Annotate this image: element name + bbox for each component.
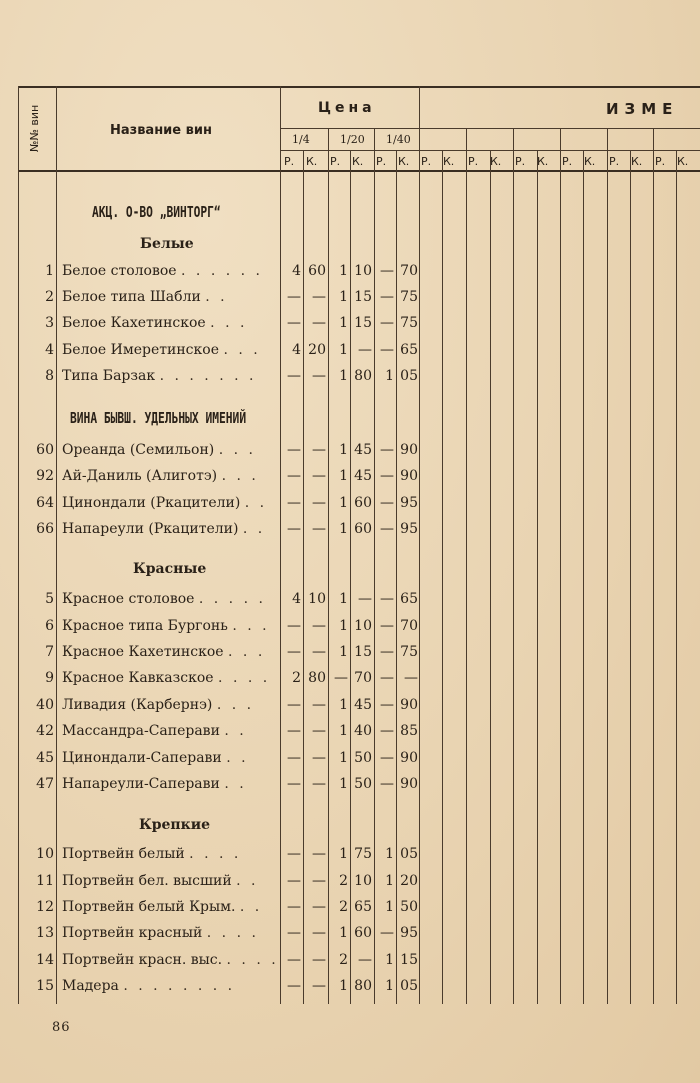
leader-dots: . . . — [218, 442, 256, 458]
wine-name — [62, 978, 235, 994]
price-cell-q-k: — — [312, 846, 326, 862]
wine-name — [62, 697, 254, 713]
price-cell-q-r: — — [287, 618, 301, 634]
wine-name — [62, 521, 265, 537]
num-col-rule — [56, 86, 57, 1004]
price-cell-f-r: — — [380, 495, 394, 511]
name-col-rule — [280, 86, 281, 1004]
price-cell-t-k: 50 — [354, 776, 372, 792]
price-cell-t-r: 1 — [339, 442, 348, 458]
price-cell-f-k: 20 — [400, 873, 418, 889]
price-cell-f-k: 50 — [400, 899, 418, 915]
price-cell-f-k: 95 — [400, 925, 418, 941]
m1-split — [442, 150, 443, 1004]
price-cell-q-k: — — [312, 368, 326, 384]
top-rule — [18, 86, 700, 88]
leader-dots: . . . . — [218, 670, 271, 686]
price-cell-t-k: — — [358, 342, 372, 358]
price-cell-t-r: 1 — [339, 644, 348, 660]
unit-k-label: К. — [398, 155, 410, 168]
m2-split — [490, 150, 491, 1004]
price-cell-f-k: 90 — [400, 776, 418, 792]
price-cell-f-r: 1 — [385, 846, 394, 862]
price-cell-t-r: 1 — [339, 521, 348, 537]
row-number: 60 — [36, 442, 54, 458]
row-number: 12 — [36, 899, 54, 915]
price-cell-q-k: 20 — [308, 342, 326, 358]
leader-dots: . . . . — [226, 952, 279, 968]
row-number: 13 — [36, 925, 54, 941]
price-cell-f-k: 90 — [400, 442, 418, 458]
price-cell-q-k: — — [312, 723, 326, 739]
row-number: 10 — [36, 846, 54, 862]
price-cell-t-k: 10 — [354, 263, 372, 279]
price-cell-f-r: — — [380, 776, 394, 792]
leader-dots: . . — [242, 521, 266, 537]
wine-name — [62, 670, 270, 686]
wine-name — [62, 776, 247, 792]
price-cell-q-k: — — [312, 978, 326, 994]
leader-dots: . . . . — [189, 846, 242, 862]
wine-name-text: Красное типа Бургонь — [62, 618, 228, 634]
page-number: 86 — [52, 1020, 71, 1035]
price-cell-t-r: 1 — [339, 750, 348, 766]
section-red: Красные — [133, 561, 207, 577]
price-cell-q-k: — — [312, 521, 326, 537]
wine-name-text: Ай-Даниль (Алиготэ) — [62, 468, 218, 484]
price-cell-f-r: — — [380, 618, 394, 634]
price-cell-q-r: — — [287, 952, 301, 968]
wine-name-text: Портвейн белый — [62, 846, 185, 862]
price-cell-t-k: 60 — [354, 521, 372, 537]
price-cell-q-k: — — [312, 952, 326, 968]
fraction-twentieth: 1/20 — [340, 133, 365, 146]
row-number: 47 — [36, 776, 54, 792]
price-cell-q-k: — — [312, 442, 326, 458]
unit-r-label: Р. — [284, 155, 295, 168]
price-cell-f-r: — — [380, 342, 394, 358]
price-cell-f-k: 95 — [400, 521, 418, 537]
wine-name — [62, 899, 262, 915]
price-cell-f-k: 90 — [400, 750, 418, 766]
price-cell-f-k: 95 — [400, 495, 418, 511]
m1-end — [466, 128, 467, 1004]
row-number: 92 — [36, 468, 54, 484]
section-white: Белые — [140, 236, 194, 252]
row-number: 2 — [45, 289, 54, 305]
row-number: 14 — [36, 952, 54, 968]
price-cell-q-r: 4 — [292, 263, 301, 279]
m2-end — [513, 128, 514, 1004]
wine-name — [62, 591, 266, 607]
price-cell-t-k: 15 — [354, 644, 372, 660]
unit-r-label: Р. — [562, 155, 573, 168]
price-cell-t-k: 45 — [354, 697, 372, 713]
row-number: 64 — [36, 495, 54, 511]
m6-split — [676, 150, 677, 1004]
row-number: 3 — [45, 315, 54, 331]
price-cell-q-k: 10 — [308, 591, 326, 607]
wine-name-text: Белое Имеретинское — [62, 342, 219, 358]
row-number: 5 — [45, 591, 54, 607]
wine-name-text: Портвейн белый Крым. — [62, 899, 236, 915]
price-cell-t-r: 2 — [339, 873, 348, 889]
price-cell-q-r: — — [287, 723, 301, 739]
price-cell-f-k: — — [404, 670, 418, 686]
price-cell-t-r: 1 — [339, 315, 348, 331]
m4-split — [583, 150, 584, 1004]
m5-end — [653, 128, 654, 1004]
price-cell-t-k: 45 — [354, 468, 372, 484]
unit-k-label: К. — [677, 155, 689, 168]
price-cell-t-r: 2 — [339, 952, 348, 968]
price-cell-q-r: — — [287, 644, 301, 660]
unit-k-label: К. — [490, 155, 502, 168]
price-cell-q-r: — — [287, 873, 301, 889]
leader-dots: . . . — [210, 315, 248, 331]
company-title: АКЦ. О-ВО „ВИНТОРГ“ — [92, 203, 221, 221]
price-cell-f-r: — — [380, 644, 394, 660]
price-cell-f-k: 70 — [400, 263, 418, 279]
unit-r-label: Р. — [330, 155, 341, 168]
leader-dots: . . . — [223, 342, 261, 358]
measure-column-header: ИЗМЕ — [606, 100, 679, 118]
price-cell-q-k: — — [312, 495, 326, 511]
price-cell-f-r: 1 — [385, 368, 394, 384]
price-cell-f-r: — — [380, 591, 394, 607]
wine-name — [62, 846, 241, 862]
unit-k-label: К. — [631, 155, 643, 168]
price-cell-q-k: — — [312, 644, 326, 660]
price-cell-t-r: 1 — [339, 368, 348, 384]
price-cell-q-r: 4 — [292, 591, 301, 607]
leader-dots: . . . . . . . — [159, 368, 257, 384]
price-cell-t-r: 1 — [339, 978, 348, 994]
row-number: 11 — [36, 873, 54, 889]
wine-name-text: Напареули-Саперави — [62, 776, 220, 792]
price-cell-t-r: 1 — [339, 697, 348, 713]
leader-dots: . . . . . . . . — [123, 978, 236, 994]
leader-dots: . . . — [228, 644, 266, 660]
price-cell-t-k: — — [358, 952, 372, 968]
price-cell-q-r: — — [287, 368, 301, 384]
price-cell-t-k: 10 — [354, 618, 372, 634]
leader-dots: . . . — [232, 618, 270, 634]
price-cell-f-r: — — [380, 263, 394, 279]
price-cell-q-k: — — [312, 750, 326, 766]
price-cell-f-k: 05 — [400, 978, 418, 994]
fraction-quarter: 1/4 — [292, 133, 310, 146]
wine-name-text: Напареули (Ркацители) — [62, 521, 239, 537]
price-cell-t-r: 1 — [339, 925, 348, 941]
unit-r-label: Р. — [515, 155, 526, 168]
price-cell-t-k: 15 — [354, 315, 372, 331]
price-cell-q-r: — — [287, 697, 301, 713]
name-column-header: Название вин — [110, 123, 212, 138]
wine-name — [62, 873, 259, 889]
unit-r-label: Р. — [376, 155, 387, 168]
price-cell-q-k: — — [312, 925, 326, 941]
num-column-header: №№ вин — [28, 104, 41, 152]
group-udelnye-title: ВИНА БЫВШ. УДЕЛЬНЫХ ИМЕНИЙ — [70, 409, 247, 427]
leader-dots: . . . — [216, 697, 255, 713]
wine-name-text: Портвейн красн. выс. — [62, 952, 223, 968]
wine-name-text: Белое столовое — [62, 263, 177, 279]
price-cell-f-r: — — [380, 289, 394, 305]
price-cell-q-r: 2 — [292, 670, 301, 686]
price-cell-q-r: — — [287, 925, 301, 941]
wine-name — [62, 495, 267, 511]
price-cell-q-k: — — [312, 315, 326, 331]
price-cell-t-k: 60 — [354, 495, 372, 511]
wine-name — [62, 952, 279, 968]
header-bottom-rule — [18, 170, 700, 172]
price-cell-t-r: 1 — [339, 495, 348, 511]
price-cell-q-r: 4 — [292, 342, 301, 358]
price-cell-f-k: 70 — [400, 618, 418, 634]
unit-r-label: Р. — [468, 155, 479, 168]
wine-name-text: Мадера — [62, 978, 119, 994]
price-cell-t-r: 1 — [339, 289, 348, 305]
price-cell-f-r: — — [380, 315, 394, 331]
wine-name-text: Красное Кавказское — [62, 670, 214, 686]
row-number: 8 — [45, 368, 54, 384]
price-cell-f-r: — — [380, 723, 394, 739]
leader-dots: . . . . . — [198, 591, 266, 607]
price-cell-t-r: — — [334, 670, 348, 686]
price-cell-t-r: 1 — [339, 723, 348, 739]
row-number: 4 — [45, 342, 54, 358]
wine-name-text: Цинондали-Саперави — [62, 750, 222, 766]
unit-r-label: Р. — [655, 155, 666, 168]
price-cell-q-k: 80 — [308, 670, 326, 686]
unit-k-label: К. — [306, 155, 318, 168]
price-cell-t-k: 80 — [354, 978, 372, 994]
wine-name-text: Ореанда (Семильон) — [62, 442, 215, 458]
price-cell-t-k: 15 — [354, 289, 372, 305]
price-cell-f-k: 90 — [400, 697, 418, 713]
leader-dots: . . — [224, 776, 247, 792]
wine-name-text: Цинондали (Ркацители) — [62, 495, 241, 511]
price-cell-f-k: 90 — [400, 468, 418, 484]
price-cell-q-r: — — [287, 315, 301, 331]
row-number: 7 — [45, 644, 54, 660]
price-cell-t-k: 60 — [354, 925, 372, 941]
price-cell-t-k: 40 — [354, 723, 372, 739]
row-number: 1 — [45, 263, 54, 279]
m3-split — [537, 150, 538, 1004]
price-end-rule — [419, 86, 420, 1004]
wine-name-text: Красное Кахетинское — [62, 644, 224, 660]
wine-name — [62, 442, 256, 458]
price-cell-t-r: 1 — [339, 263, 348, 279]
price-cell-f-k: 05 — [400, 368, 418, 384]
price-cell-t-r: 1 — [339, 846, 348, 862]
price-cell-q-r: — — [287, 899, 301, 915]
price-cell-f-r: 1 — [385, 899, 394, 915]
price-cell-q-k: — — [312, 697, 326, 713]
price-cell-q-r: — — [287, 776, 301, 792]
price-cell-f-r: — — [380, 521, 394, 537]
wine-name-text: Ливадия (Карбернэ) — [62, 697, 213, 713]
price-cell-q-r: — — [287, 846, 301, 862]
price-cell-q-r: — — [287, 442, 301, 458]
wine-name-text: Портвейн бел. высший — [62, 873, 232, 889]
wine-name — [62, 263, 263, 279]
price-cell-f-r: 1 — [385, 952, 394, 968]
price-cell-f-r: — — [380, 925, 394, 941]
leader-dots: . . — [236, 873, 259, 889]
price-cell-t-k: 75 — [354, 846, 372, 862]
price-cell-f-k: 05 — [400, 846, 418, 862]
left-border — [18, 86, 19, 1004]
wine-name-text: Массандра-Саперави — [62, 723, 220, 739]
wine-name — [62, 925, 259, 941]
price-cell-t-r: 1 — [339, 618, 348, 634]
price-cell-t-r: 1 — [339, 468, 348, 484]
wine-name — [62, 750, 249, 766]
price-column-header: Цена — [318, 100, 376, 116]
wine-name — [62, 468, 259, 484]
unit-r-label: Р. — [609, 155, 620, 168]
row-number: 15 — [36, 978, 54, 994]
wine-name-text: Портвейн красный — [62, 925, 203, 941]
price-cell-f-r: 1 — [385, 978, 394, 994]
row-number: 42 — [36, 723, 54, 739]
price-cell-f-r: 1 — [385, 873, 394, 889]
fraction-fortieth: 1/40 — [386, 133, 411, 146]
row-number: 45 — [36, 750, 54, 766]
wine-name — [62, 723, 247, 739]
price-cell-t-r: 1 — [339, 591, 348, 607]
price-cell-q-k: 60 — [308, 263, 326, 279]
unit-k-label: К. — [443, 155, 455, 168]
price-cell-q-k: — — [312, 873, 326, 889]
price-cell-t-k: 80 — [354, 368, 372, 384]
leader-dots: . . — [239, 899, 263, 915]
price-cell-f-k: 65 — [400, 342, 418, 358]
section-strong: Крепкие — [139, 817, 211, 833]
price-cell-f-r: — — [380, 442, 394, 458]
price-cell-q-r: — — [287, 750, 301, 766]
price-cell-q-r: — — [287, 521, 301, 537]
price-cell-t-k: 70 — [354, 670, 372, 686]
price-cell-f-k: 15 — [400, 952, 418, 968]
leader-dots: . . . . . . — [181, 263, 263, 279]
leader-dots: . . . — [221, 468, 259, 484]
wine-name — [62, 289, 228, 305]
wine-name-text: Белое Кахетинское — [62, 315, 206, 331]
row-number: 66 — [36, 521, 54, 537]
leader-dots: . . . . — [206, 925, 259, 941]
price-cell-q-k: — — [312, 899, 326, 915]
price-cell-q-k: — — [312, 468, 326, 484]
price-cell-f-k: 75 — [400, 289, 418, 305]
price-cell-f-k: 75 — [400, 644, 418, 660]
unit-k-label: К. — [537, 155, 549, 168]
price-cell-q-r: — — [287, 495, 301, 511]
leader-dots: . . — [244, 495, 268, 511]
price-cell-q-r: — — [287, 468, 301, 484]
row-number: 6 — [45, 618, 54, 634]
price-cell-t-k: — — [358, 591, 372, 607]
wine-name — [62, 368, 256, 384]
leader-dots: . . — [205, 289, 228, 305]
wine-name-text: Белое типа Шабли — [62, 289, 201, 305]
row-number: 40 — [36, 697, 54, 713]
price-cell-t-r: 1 — [339, 342, 348, 358]
wine-name-text: Типа Барзак — [62, 368, 156, 384]
price-cell-t-k: 65 — [354, 899, 372, 915]
unit-k-label: К. — [352, 155, 364, 168]
row-number: 9 — [45, 670, 54, 686]
m3-end — [560, 128, 561, 1004]
leader-dots: . . — [226, 750, 249, 766]
wine-name — [62, 342, 261, 358]
wine-name — [62, 644, 265, 660]
unit-r-label: Р. — [421, 155, 432, 168]
unit-k-label: К. — [584, 155, 596, 168]
price-cell-f-r: — — [380, 670, 394, 686]
leader-dots: . . — [224, 723, 247, 739]
price-sub-rule — [280, 128, 700, 129]
price-cell-f-r: — — [380, 750, 394, 766]
m4-end — [607, 128, 608, 1004]
wine-name-text: Красное столовое — [62, 591, 195, 607]
price-cell-t-k: 45 — [354, 442, 372, 458]
price-cell-q-k: — — [312, 776, 326, 792]
price-cell-q-r: — — [287, 289, 301, 305]
price-cell-f-k: 75 — [400, 315, 418, 331]
wine-name — [62, 315, 247, 331]
price-cell-f-k: 85 — [400, 723, 418, 739]
price-cell-f-k: 65 — [400, 591, 418, 607]
price-cell-q-k: — — [312, 618, 326, 634]
wine-name — [62, 618, 270, 634]
price-cell-t-k: 50 — [354, 750, 372, 766]
price-cell-t-r: 1 — [339, 776, 348, 792]
price-cell-t-r: 2 — [339, 899, 348, 915]
price-cell-q-k: — — [312, 289, 326, 305]
price-cell-f-r: — — [380, 468, 394, 484]
price-cell-t-k: 10 — [354, 873, 372, 889]
price-cell-q-r: — — [287, 978, 301, 994]
m5-split — [630, 150, 631, 1004]
price-cell-f-r: — — [380, 697, 394, 713]
